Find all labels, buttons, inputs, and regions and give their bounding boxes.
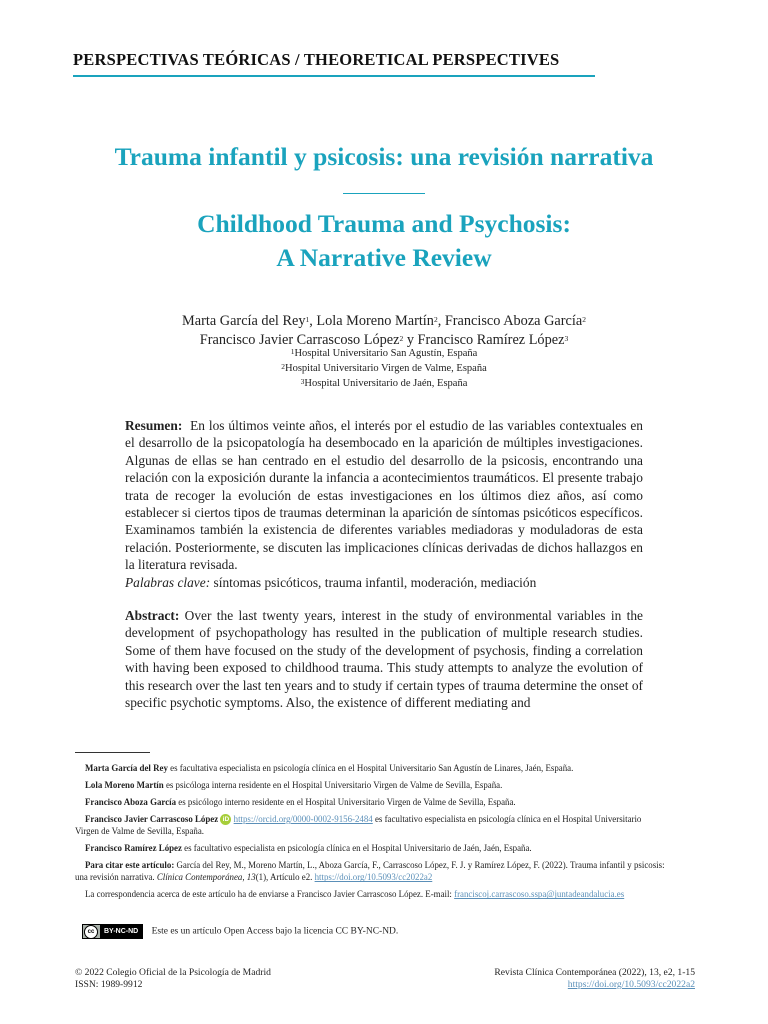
author-line-1: Marta García del Rey$^1$, Lola Moreno Martín$^2$, Francisco Aboza García$^2$ xyxy=(182,313,586,329)
title-english xyxy=(0,207,768,275)
section-rule xyxy=(73,75,595,77)
affiliation-text: Hospital Universitario Virgen de Valme, España xyxy=(285,363,487,374)
citation-text: García del Rey, M., Moreno Martín, L., Aboza García, F., Carrascoso López, F. J. y Ramírez López, F. (2022). Trauma infantil y psicosis: una revisión narrativa. xyxy=(75,860,665,883)
footnote-text: es psicólogo interno residente en el Hospital Universitario Virgen de Valme de Sevilla, España. xyxy=(176,797,516,807)
correspondence-note xyxy=(75,888,665,900)
affiliation-text: Hospital Universitario de Jaén, España xyxy=(304,378,468,389)
footnotes xyxy=(75,762,665,905)
footnote-text: es facultativa especialista en psicología clínica en el Hospital Universitario San Agustín de Linares, Jaén, España. xyxy=(167,763,574,773)
affiliation-number: 3 xyxy=(300,377,305,386)
footer-right xyxy=(494,967,695,991)
author-affiliation-number: 2 xyxy=(433,315,438,324)
affiliation-text: Hospital Universitario San Agustín, España xyxy=(294,348,478,359)
affiliation xyxy=(0,376,768,391)
title-english-line2: A Narrative Review xyxy=(276,243,492,272)
author-connector: y xyxy=(406,332,414,348)
footnote-name: Marta García del Rey xyxy=(85,763,168,773)
author-name: Francisco Ramírez López xyxy=(417,332,565,348)
footnote-text: es facultativo especialista en psicología clínica en el Hospital Universitario de Jaén, Jaén, España. xyxy=(181,843,532,854)
orcid-link[interactable]: https://orcid.org/0000-0002-9156-2484 xyxy=(233,814,373,824)
footnote-author-5 xyxy=(75,842,665,854)
footnote-name: Lola Moreno Martín xyxy=(85,780,164,790)
title-divider xyxy=(343,193,425,194)
abstract-label: Abstract: xyxy=(125,608,180,623)
footnote-name: Francisco Javier Carrascoso López xyxy=(85,814,219,824)
section-header: PERSPECTIVAS TEÓRICAS / THEORETICAL PERSPECTIVES xyxy=(73,50,560,69)
abstract-text: Over the last twenty years, interest in the study of environmental variables in the development of psychopathology has resulted in the publication of multiple research studies. Some of them have focused on the study of the development of psychosis, finding a correlation with having been exposed to childhood trauma. This study attempts to analyze the evolution of this research over the last ten years and to study if certain types of trauma determine the onset of specific psychotic symptoms. Also, the existence of different mediating and xyxy=(125,608,643,711)
correspondence-text: La correspondencia acerca de este artículo ha de enviarse a Francisco Javier Carrascoso López. E-mail: xyxy=(85,889,455,900)
author-name: Francisco Aboza García xyxy=(444,313,583,329)
citation-label: Para citar este artículo: xyxy=(85,860,175,871)
footnote-name: Francisco Aboza García xyxy=(85,797,177,807)
affiliation-number: 1 xyxy=(290,347,295,356)
footnote-name: Francisco Ramírez López xyxy=(85,843,182,854)
citation-note xyxy=(75,859,665,883)
footer-doi-link[interactable]: https://doi.org/10.5093/cc2022a2 xyxy=(567,979,695,990)
affiliation-number: 2 xyxy=(281,362,285,371)
footnote-author-2 xyxy=(75,779,665,791)
author-list xyxy=(0,312,768,350)
author-name: Marta García del Rey xyxy=(182,313,306,329)
citation-doi-link[interactable]: https://doi.org/10.5093/cc2022a2 xyxy=(314,872,433,883)
affiliation xyxy=(0,361,768,376)
footnote-rule xyxy=(75,752,150,753)
resumen-text: En los últimos veinte años, el interés por el estudio de las variables contextuales en el desarrollo de la psicopatología ha desembocado en la aparición de múltiples investigaciones. Algunas de ellas se han centrado en el estudio del desarrollo de la psicosis, encontrando una relación con la exposición durante la infancia a acontecimientos traumáticos. El presente trabajo trata de recoger la evolución de estas investigaciones en los últimos diez años, así como establecer si ciertos tipos de traumas determinan la aparición de síntomas psicóticos específicos. Examinamos también la existencia de diferentes variables mediadoras y moduladoras de esta relación. Posteriormente, se discuten las implicaciones clínicas derivadas de dichos hallazgos en la literatura revisada. xyxy=(125,418,643,573)
footer-journal-info: Revista Clínica Contemporánea (2022), 13, e2, 1-15 xyxy=(494,967,695,978)
author-name: Francisco Javier Carrascoso López xyxy=(199,332,400,348)
keywords-label: Palabras clave: xyxy=(125,574,211,590)
author-name: Lola Moreno Martín xyxy=(316,313,434,329)
author-affiliation-number: 2 xyxy=(399,334,404,343)
resumen-label: Resumen: xyxy=(125,418,183,433)
footnote-text: es psicóloga interna residente en el Hospital Universitario Virgen de Valme de Sevilla, España. xyxy=(163,780,503,790)
footer-left xyxy=(75,967,271,991)
affiliation xyxy=(0,346,768,361)
cc-license-badge-icon[interactable] xyxy=(82,924,143,939)
footnote-author-4 xyxy=(75,813,665,837)
keywords-text: síntomas psicóticos, trauma infantil, moderación, mediación xyxy=(213,574,537,590)
correspondence-email-link[interactable]: franciscoj.carrascoso.sspa@juntadeandalucia.es xyxy=(454,889,625,900)
author-affiliation-number: 2 xyxy=(582,315,586,324)
cc-icon: cc xyxy=(84,925,98,939)
cc-badge-text: BY-NC-ND xyxy=(100,925,142,938)
license-notice xyxy=(82,924,398,939)
resumen-block xyxy=(125,417,643,591)
citation-journal: Clínica Contemporánea, 13 xyxy=(156,872,256,883)
footer-copyright: © 2022 Colegio Oficial de la Psicología de Madrid xyxy=(75,967,271,978)
author-affiliation-number: 1 xyxy=(305,315,310,324)
author-affiliation-number: 3 xyxy=(564,334,569,343)
orcid-icon[interactable]: iD xyxy=(220,814,231,825)
abstract-block xyxy=(125,607,643,711)
title-spanish: Trauma infantil y psicosis: una revisión narrativa xyxy=(114,142,654,171)
license-text: Este es un artículo Open Access bajo la licencia CC BY-NC-ND. xyxy=(151,926,399,937)
affiliation-list xyxy=(0,346,768,391)
footnote-text: es facultativo especialista en psicología clínica en el Hospital Universitario Virgen de Valme de Sevilla, España. xyxy=(75,814,642,837)
title-english-line1: Childhood Trauma and Psychosis: xyxy=(197,209,571,238)
citation-tail: (1), Artículo e2. xyxy=(255,872,315,883)
footnote-author-3 xyxy=(75,796,665,808)
footnote-author-1 xyxy=(75,762,665,774)
footer-issn: ISSN: 1989-9912 xyxy=(75,979,143,990)
